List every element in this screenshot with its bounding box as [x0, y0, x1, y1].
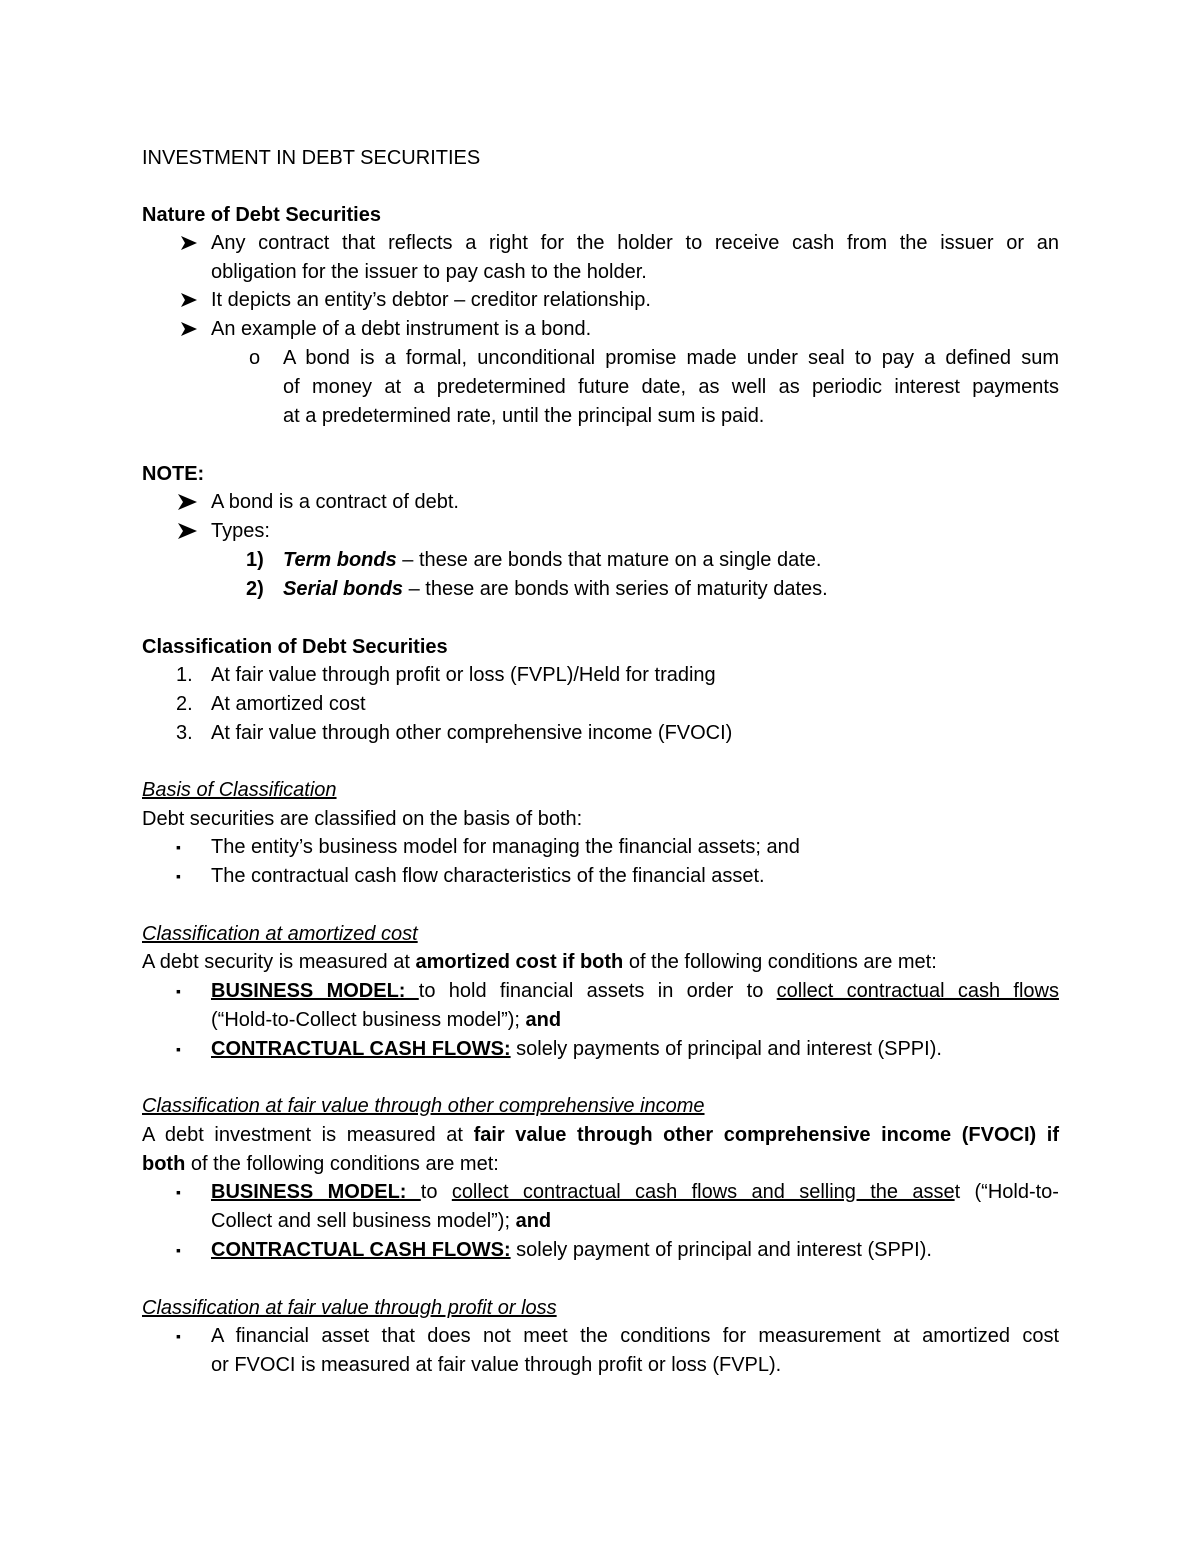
basis-intro: Debt securities are classified on the basis of both: — [142, 808, 583, 830]
fvoci-intro-end: of the following conditions are met: — [185, 1153, 499, 1175]
document-title: INVESTMENT IN DEBT SECURITIES — [142, 147, 481, 169]
serial-bonds-label: Serial bonds — [283, 578, 404, 600]
list-number: 1. — [176, 664, 193, 686]
basis-bullet-1: The entity’s business model for managing the financial assets; and — [211, 836, 800, 858]
fvpl-line-2: or FVOCI is measured at fair value through profit or loss (FVPL). — [211, 1354, 782, 1376]
square-bullet: ▪ — [176, 839, 181, 855]
square-bullet: ▪ — [176, 1242, 181, 1258]
contractual-cash-flows-label: CONTRACTUAL CASH FLOWS: — [211, 1038, 511, 1060]
fvpl-heading: Classification at fair value through profit or loss — [142, 1297, 557, 1319]
arrow-bullet-icon — [180, 231, 198, 255]
both-bold: both — [142, 1153, 186, 1175]
nature-bullet-1-line-1: Any contract that reflects a right for the holder to receive cash from the issuer or an — [211, 232, 1059, 254]
square-bullet: ▪ — [176, 1184, 181, 1200]
amortized-cash-flows — [211, 1037, 942, 1061]
type-2-number: 2) — [246, 578, 264, 600]
fvoci-intro-line-2 — [142, 1152, 499, 1176]
circle-bullet: o — [249, 347, 261, 369]
nature-bullet-3: An example of a debt instrument is a bond. — [211, 318, 592, 340]
nature-bullet-2: It depicts an entity’s debtor – creditor relationship. — [211, 289, 651, 311]
fvpl-line-1: A financial asset that does not meet the conditions for measurement at amortized cost — [211, 1325, 1059, 1347]
bold-arrow-bullet-icon — [178, 490, 198, 514]
hold-to-collect-and-sell-text: Collect and sell business model”); — [211, 1210, 516, 1232]
and-connector: and — [525, 1009, 562, 1031]
amortized-intro — [142, 950, 937, 974]
serial-bonds-text: – these are bonds with series of maturity dates. — [403, 578, 828, 600]
list-number: 3. — [176, 722, 193, 744]
amortized-intro-bold: amortized cost if both — [415, 951, 624, 973]
business-model-label: BUSINESS MODEL: — [211, 980, 419, 1002]
fvoci-intro-line-1 — [142, 1123, 1059, 1147]
basis-heading: Basis of Classification — [142, 779, 337, 801]
classification-item-3: At fair value through other comprehensive income (FVOCI) — [211, 722, 733, 744]
square-bullet: ▪ — [176, 1041, 181, 1057]
business-model-text: to — [420, 1181, 452, 1203]
contractual-cash-flows-label: CONTRACTUAL CASH FLOWS: — [211, 1239, 511, 1261]
hold-to-collect-text: (“Hold-to-Collect business model”); — [211, 1009, 526, 1031]
amortized-intro-text: A debt security is measured at — [142, 951, 416, 973]
type-2 — [283, 577, 828, 601]
contractual-cash-flows-text: solely payments of principal and interest (SPPI). — [510, 1038, 942, 1060]
nature-bullet-1-line-2: obligation for the issuer to pay cash to the holder. — [211, 261, 647, 283]
note-bullet-1: A bond is a contract of debt. — [211, 491, 459, 513]
classification-item-2: At amortized cost — [211, 693, 366, 715]
contractual-cash-flows-text: solely payment of principal and interest (SPPI). — [510, 1239, 932, 1261]
type-1 — [283, 548, 821, 572]
business-model-label: BUSINESS MODEL: — [211, 1181, 421, 1203]
bold-arrow-bullet-icon — [178, 519, 198, 543]
amortized-business-model-line-2 — [211, 1008, 561, 1032]
fvoci-cash-flows — [211, 1238, 932, 1262]
note-bullet-2: Types: — [211, 520, 270, 542]
collect-and-sell-phrase: collect contractual cash flows and selling the asse — [451, 1181, 955, 1203]
bond-definition-line-2: of money at a predetermined future date, as well as periodic interest payments — [283, 376, 1059, 398]
amortized-heading: Classification at amortized cost — [142, 923, 418, 945]
term-bonds-text: – these are bonds that mature on a single date. — [396, 549, 822, 571]
amortized-intro-text-end: of the following conditions are met: — [623, 951, 937, 973]
basis-bullet-2: The contractual cash flow characteristics of the financial asset. — [211, 865, 765, 887]
square-bullet: ▪ — [176, 1328, 181, 1344]
fvoci-intro-text: A debt investment is measured at — [142, 1124, 474, 1146]
fvoci-business-model-line-2 — [211, 1209, 551, 1233]
and-connector: and — [515, 1210, 552, 1232]
square-bullet: ▪ — [176, 983, 181, 999]
fvoci-intro-bold: fair value through other comprehensive income (FVOCI) if — [473, 1124, 1059, 1146]
arrow-bullet-icon — [180, 317, 198, 341]
bond-definition-line-1: A bond is a formal, unconditional promise made under seal to pay a defined sum — [283, 347, 1059, 369]
arrow-bullet-icon — [180, 288, 198, 312]
square-bullet: ▪ — [176, 868, 181, 884]
list-number: 2. — [176, 693, 193, 715]
note-heading: NOTE: — [142, 463, 205, 485]
business-model-text: to hold financial assets in order to — [418, 980, 777, 1002]
type-1-number: 1) — [246, 549, 264, 571]
collect-cash-flows-phrase: collect contractual cash flows — [776, 980, 1059, 1002]
fvoci-heading: Classification at fair value through other comprehensive income — [142, 1095, 705, 1117]
bond-definition-line-3: at a predetermined rate, until the principal sum is paid. — [283, 405, 765, 427]
nature-heading: Nature of Debt Securities — [142, 204, 381, 226]
classification-heading: Classification of Debt Securities — [142, 636, 448, 658]
amortized-business-model-line-1 — [211, 979, 1059, 1003]
classification-item-1: At fair value through profit or loss (FVPL)/Held for trading — [211, 664, 716, 686]
fvoci-business-model-line-1 — [211, 1180, 1059, 1204]
term-bonds-label: Term bonds — [283, 549, 397, 571]
hold-to-collect-and-sell-start: t (“Hold-to- — [954, 1181, 1059, 1203]
